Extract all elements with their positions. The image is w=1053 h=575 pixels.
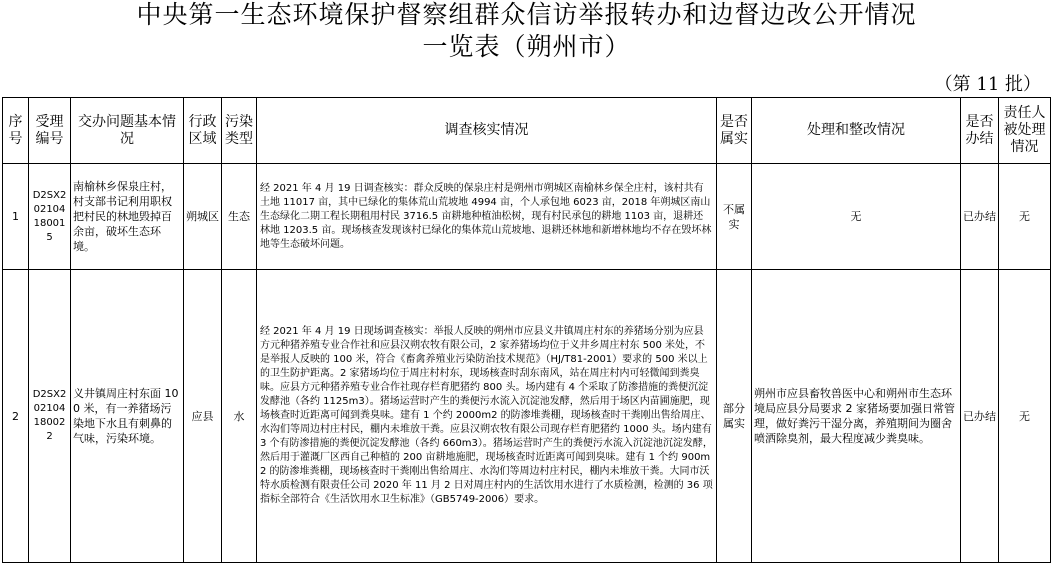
cell-accountability: 无 bbox=[999, 164, 1051, 270]
header-accountability: 责任人被处理情况 bbox=[999, 98, 1051, 164]
cell-is-true: 不属实 bbox=[717, 164, 752, 270]
cell-is-true: 部分属实 bbox=[717, 270, 752, 563]
cell-region: 朔城区 bbox=[184, 164, 222, 270]
header-receipt-no: 受理编号 bbox=[29, 98, 71, 164]
title-line-1: 中央第一生态环境保护督察组群众信访举报转办和边督边改公开情况 bbox=[136, 0, 917, 29]
header-seq: 序号 bbox=[3, 98, 29, 164]
table-row bbox=[3, 270, 1051, 563]
header-investigation: 调查核实情况 bbox=[257, 98, 717, 164]
header-handling: 处理和整改情况 bbox=[752, 98, 961, 164]
cell-handling: 朔州市应县畜牧兽医中心和朔州市生态环境局应县分局要求 2 家猪场要加强日常管理，做好粪污干湿分离，养殖期间为圈舍喷洒除臭剂，最大程度减少粪臭味。 bbox=[752, 270, 961, 563]
cell-pollution-type: 水 bbox=[222, 270, 257, 563]
cell-investigation: 经 2021 年 4 月 19 日调查核实：群众反映的保泉庄村是朔州市朔城区南榆林乡保全庄村，该村共有土地 11017 亩，其中已绿化的集体荒山荒坡地 4994 亩，个人承包地 6023 亩，2018 年朔城区南山生态绿化二期工程长期租用村民 3716.5 亩耕地种植油松树，现有村民承包的耕地 1103 亩，退耕还林地 1203.5 亩。现场核查发现该村已绿化的集体荒山荒坡地、退耕还林地和新增林地均不存在毁坏林地等生态破坏问题。 bbox=[257, 164, 717, 270]
cell-pollution-type: 生态 bbox=[222, 164, 257, 270]
complaint-table bbox=[2, 97, 1051, 563]
cell-region: 应县 bbox=[184, 270, 222, 563]
cell-completed: 已办结 bbox=[961, 164, 999, 270]
batch-number: （第 11 批） bbox=[934, 74, 1041, 95]
cell-completed: 已办结 bbox=[961, 270, 999, 563]
cell-investigation: 经 2021 年 4 月 19 日现场调查核实：举报人反映的朔州市应县义井镇周庄村东的养猪场分别为应县方元种猪养殖专业合作社和应县汉朔农牧有限公司，2 家养猪场均位于义井乡周庄村东 500 米处，不是举报人反映的 100 米，符合《畜禽养殖业污染防治技术规范》（HJ/T81-2001）要求的 500 米以上的卫生防护距离。2 家猪场均位于周庄村村东，现场核查时刮东南风，站在周庄村内可轻微闻到粪臭味。应县方元种猪养殖专业合作社现存栏育肥猪约 800 头。场内建有 4 个采取了防渗措施的粪便沉淀发酵池（各约 1125m3）。猪场运营时产生的粪便污水流入沉淀池发酵，然后用于场区内苗圃施肥，现场核查时近距离可闻到粪臭味。建有 1 个约 2000m2 的防渗堆粪棚，现场核查时干粪刚出售给周庄、水沟们等周边村庄村民，棚内未堆放干粪。应县汉朔农牧有限公司现存栏育肥猪约 1000 头。场内建有 3 个有防渗措施的粪便沉淀发酵池（各约 660m3）。猪场运营时产生的粪便污水流入沉淀池沉淀发酵，然后用于灌溉厂区西自己种植的 200 亩耕地施肥，现场核查时近距离可闻到臭味。建有 1 个约 900m2 的防渗堆粪棚，现场核查时干粪刚出售给周庄、水沟们等周边村庄村民，棚内未堆放干粪。大同市沃特水质检测有限责任公司 2020 年 11 月 2 日对周庄村内的生活饮用水进行了水质检测，检测的 36 项指标全部符合《生活饮用水卫生标准》（GB5749-2006）要求。 bbox=[257, 270, 717, 563]
table-header-row bbox=[3, 98, 1051, 164]
cell-seq: 1 bbox=[3, 164, 29, 270]
cell-accountability: 无 bbox=[999, 270, 1051, 563]
table-row bbox=[3, 164, 1051, 270]
header-pollution-type: 污染类型 bbox=[222, 98, 257, 164]
cell-handling: 无 bbox=[752, 164, 961, 270]
cell-receipt-no: D2SX202104180015 bbox=[29, 164, 71, 270]
cell-seq: 2 bbox=[3, 270, 29, 563]
title-line-2: 一览表（朔州市） bbox=[422, 32, 631, 61]
cell-receipt-no: D2SX202104180022 bbox=[29, 270, 71, 563]
cell-problem: 义井镇周庄村东面 100 米，有一养猪场污染地下水且有刺鼻的气味，污染环境。 bbox=[71, 270, 184, 563]
header-region: 行政区域 bbox=[184, 98, 222, 164]
header-is-true: 是否属实 bbox=[717, 98, 752, 164]
header-problem: 交办问题基本情况 bbox=[71, 98, 184, 164]
cell-problem: 南榆林乡保泉庄村，村支部书记利用职权把村民的林地毁掉百余亩，破坏生态环境。 bbox=[71, 164, 184, 270]
header-completed: 是否办结 bbox=[961, 98, 999, 164]
document-title bbox=[0, 0, 1053, 62]
